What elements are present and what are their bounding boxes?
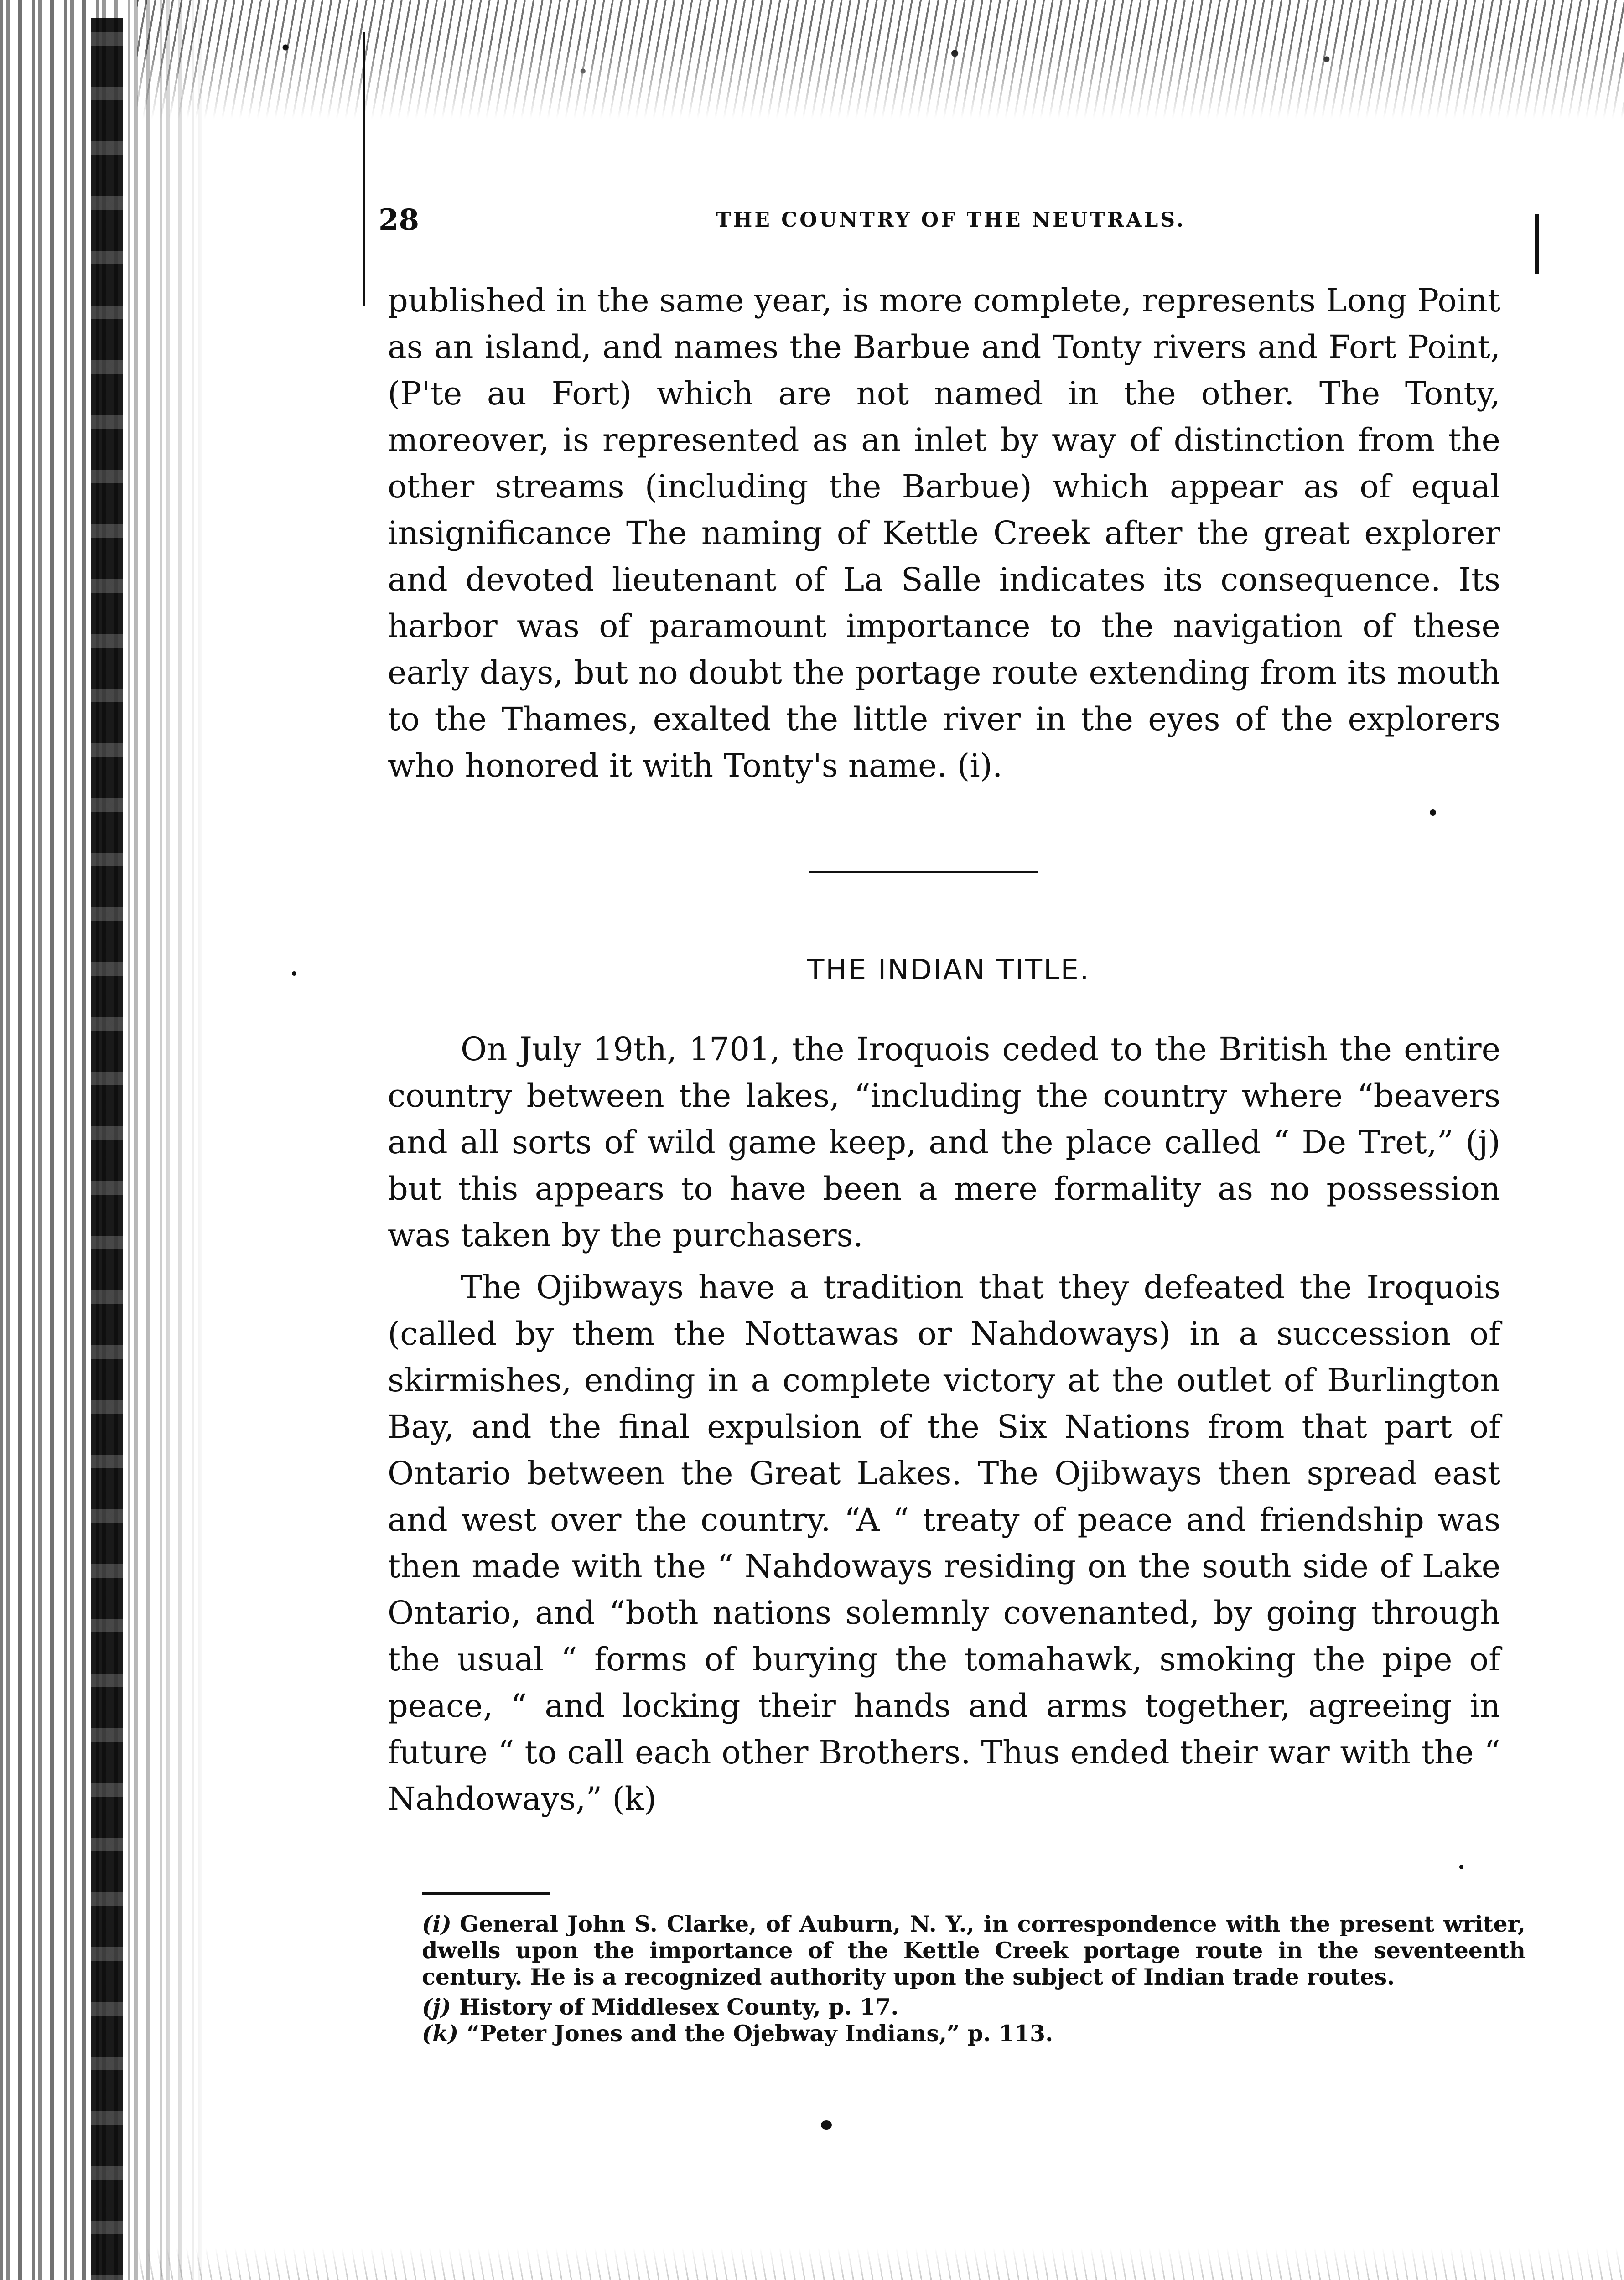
footnote-text: General John S. Clarke, of Auburn, N. Y., in correspondence with the present writer, dwells upon the importance of the Kettle Creek portage route in the seventeenth century. He is a recognized authority upon the subject of Indian trade routes.: [422, 1911, 1525, 1990]
paragraph-ojibway-tradition: [388, 1264, 1500, 1822]
footnote-text: History of Middlesex County, p. 17.: [459, 1994, 899, 2020]
section-divider: [809, 871, 1038, 873]
footnote-k: [422, 2020, 1525, 2047]
paragraph-continued: [388, 277, 1500, 789]
scan-speck: [1459, 1865, 1463, 1869]
footnotes: [422, 1911, 1525, 2047]
footnote-text: “Peter Jones and the Ojebway Indians,” p. 113.: [467, 2020, 1053, 2047]
scan-binding-gutter: [91, 18, 123, 2280]
scan-speck: [821, 2120, 832, 2130]
footnote-i: [422, 1911, 1525, 1990]
scan-margin-line: [363, 32, 365, 306]
footnote-mark: (i): [422, 1911, 451, 1937]
footnote-mark: (k): [422, 2020, 459, 2047]
running-head: [379, 203, 1546, 244]
paragraph-text: The Ojibways have a tradition that they defeated the Iroquois (called by them the Nottawas or Nahdoways) in a succession of skirmishes, ending in a complete victory at the outlet of Burlington Bay, and the final expulsion of the Six Nations from that part of Ontario between the Great Lakes. The Ojibways then spread east and west over the country. “A “ treaty of peace and friendship was then made with the “ Nahdoways residing on the south side of Lake Ontario, and “both nations solemnly covenanted, by going through the usual “ forms of burying the tomahawk, smoking the pipe of peace, “ and locking their hands and arms together, agreeing in future “ to call each other Brothers. Thus ended their war with the “ Nahdoways,” (k): [388, 1269, 1500, 1818]
section-heading: THE INDIAN TITLE.: [807, 953, 1090, 986]
paragraph-indian-title: [388, 1026, 1500, 1259]
page-number: 28: [379, 203, 420, 237]
scan-speck: [292, 971, 296, 976]
scan-top-edge-noise: [137, 0, 1624, 119]
scan-bottom-edge-noise: [137, 2248, 1624, 2280]
footnote-mark: (j): [422, 1994, 451, 2020]
paragraph-text: published in the same year, is more complete, represents Long Point as an island, and names the Barbue and Tonty rivers and Fort Point, (P'te au Fort) which are not named in the other. The Tonty, moreover, is represented as an inlet by way of distinction from the other streams (including the Barbue) which appear as of equal insignificance The naming of Kettle Creek after the great explorer and devoted lieutenant of La Salle indicates its consequence. Its harbor was of paramount importance to the navigation of these early days, but no doubt the portage route extending from its mouth to the Thames, exalted the little river in the eyes of the explorers who honored it with Tonty's name. (i).: [388, 282, 1500, 784]
footnote-j: [422, 1994, 1525, 2020]
scan-speck: [1430, 809, 1436, 816]
paragraph-text: On July 19th, 1701, the Iroquois ceded to the British the entire country between the lakes, “including the country where “beavers and all sorts of wild game keep, and the place called “ De Tret,” (j) but this appears to have been a mere formality as no possession was taken by the purchasers.: [388, 1031, 1500, 1254]
running-title: THE COUNTRY OF THE NEUTRALS.: [716, 208, 1186, 232]
footnote-divider: [422, 1892, 550, 1895]
